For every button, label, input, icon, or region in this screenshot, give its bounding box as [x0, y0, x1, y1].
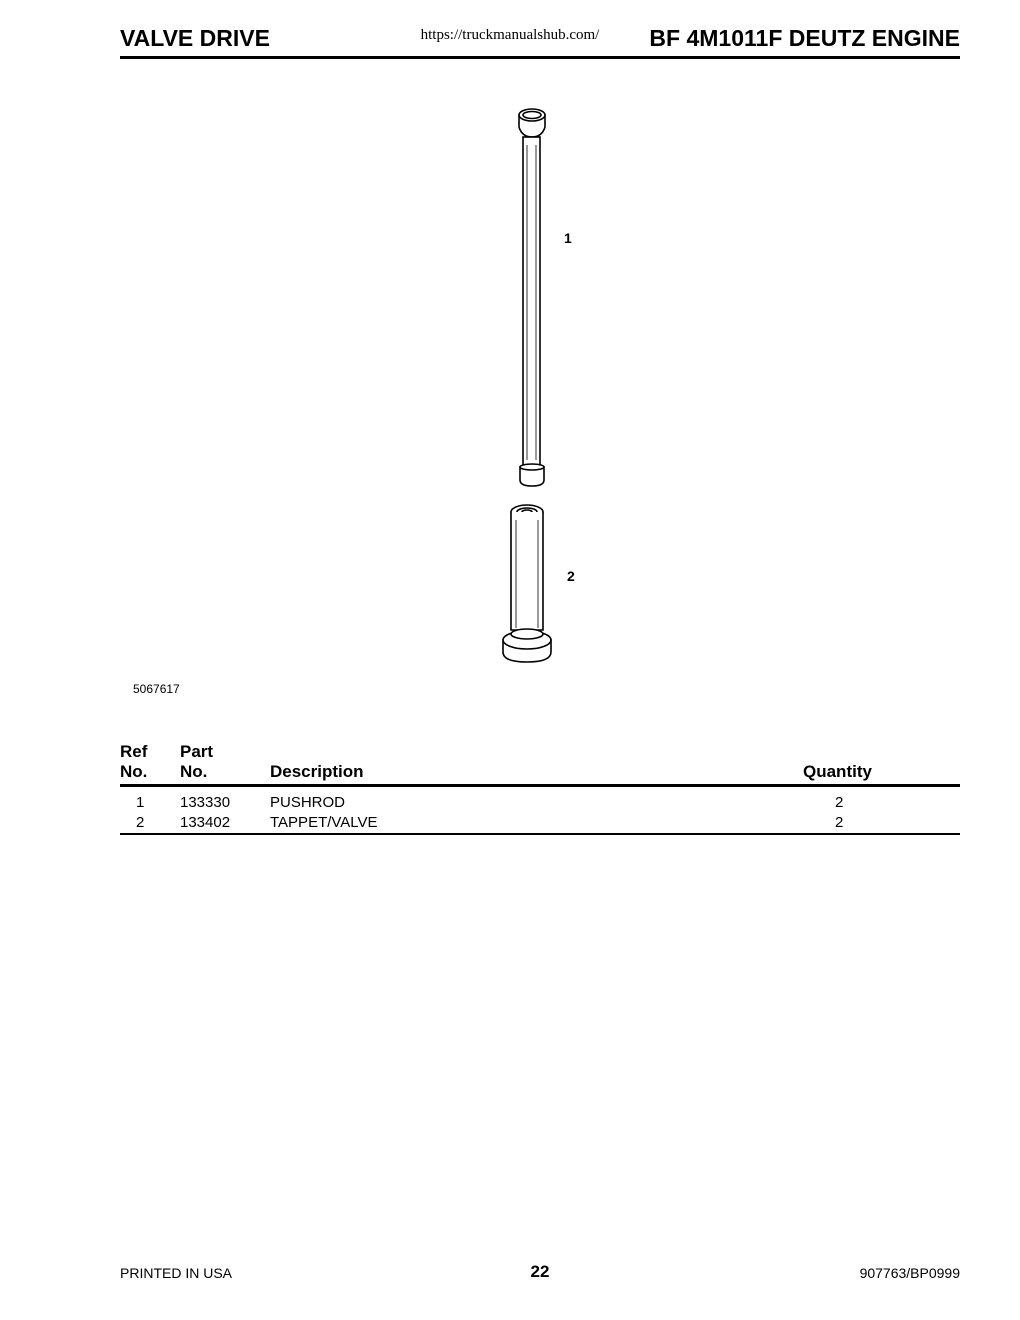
document-code: 907763/BP0999 [859, 1265, 960, 1281]
row-quantity: 2 [803, 813, 960, 834]
row-description: PUSHROD [270, 794, 346, 811]
row-part-no: 133330 [180, 794, 231, 811]
row-quantity: 2 [835, 794, 844, 811]
callout-2: 2 [567, 568, 575, 584]
header-part-no: Part No. [180, 742, 270, 786]
row-ref: 1 [136, 794, 145, 811]
engine-title: BF 4M1011F DEUTZ ENGINE [649, 25, 960, 51]
callout-1: 1 [564, 230, 572, 246]
row-description: TAPPET/VALVE [270, 813, 803, 834]
source-url[interactable]: https://truckmanualshub.com/ [420, 27, 600, 43]
pushrod-shaft [523, 137, 540, 467]
page-number: 22 [530, 1262, 550, 1281]
header-description: Description [270, 742, 803, 786]
header-quantity: Quantity [803, 742, 960, 786]
parts-table [120, 742, 960, 835]
table-row [120, 786, 960, 814]
table-header-row [120, 742, 960, 786]
header-ref-no: Ref No. [120, 742, 180, 786]
page-header [120, 22, 960, 59]
row-part-no: 133402 [180, 813, 270, 834]
section-title: VALVE DRIVE [120, 25, 270, 51]
table-row [120, 813, 960, 834]
footer-printed-in: PRINTED IN USA [120, 1265, 233, 1281]
parts-illustration [480, 100, 610, 670]
row-ref: 2 [120, 813, 180, 834]
figure-id: 5067617 [133, 682, 180, 696]
pushrod-tappet-drawing [480, 100, 610, 670]
